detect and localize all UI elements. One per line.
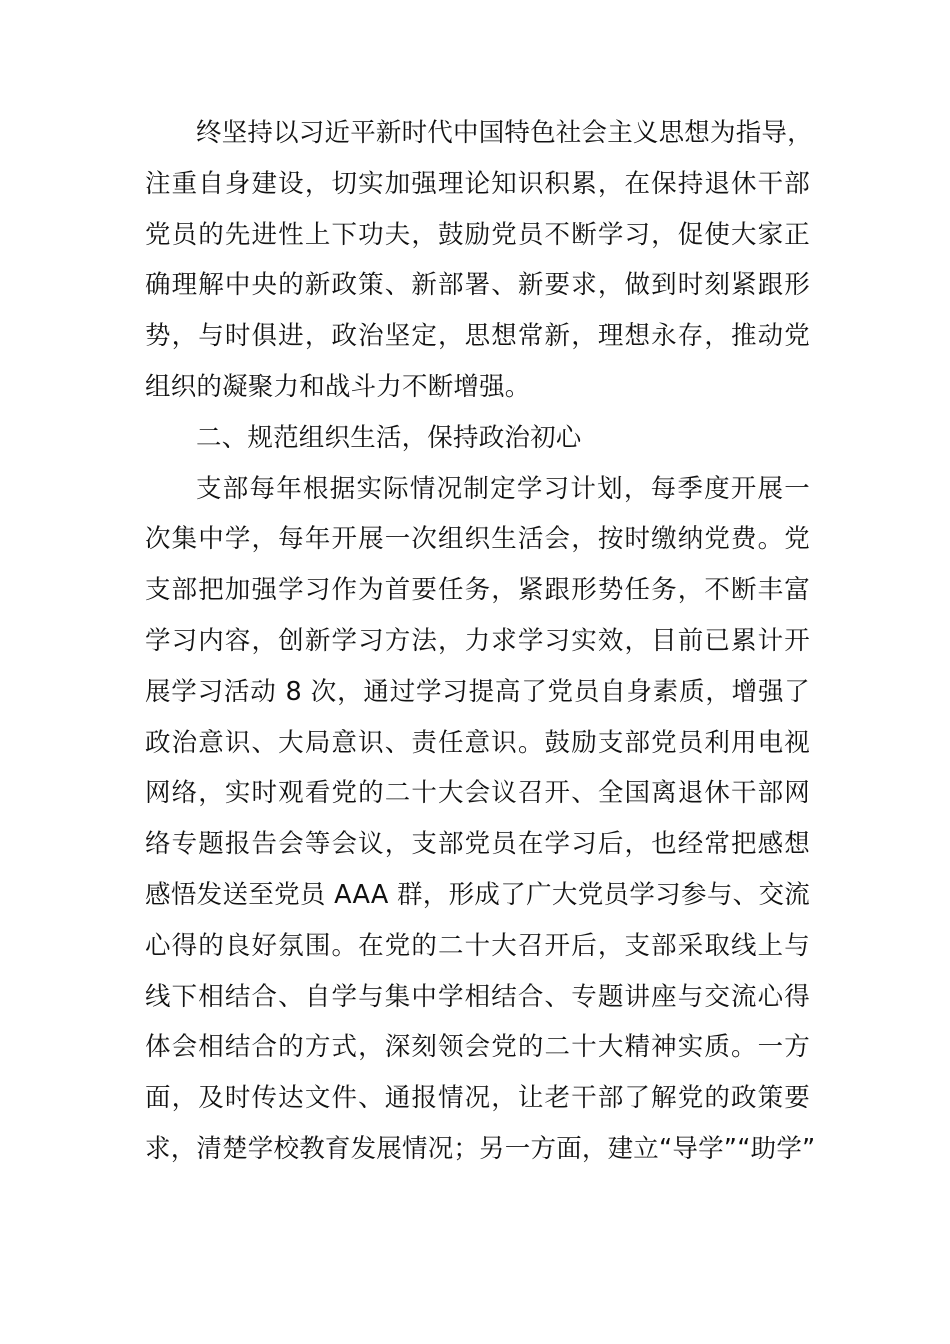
text-line: 网络，实时观看党的二十大会议召开、全国离退休干部网 [145,778,810,809]
text-line: 确理解中央的新政策、新部署、新要求，做到时刻紧跟形 [145,270,810,301]
section-heading-text: 二、规范组织生活，保持政治初心 [196,422,582,453]
text-line: 党员的先进性上下功夫，鼓励党员不断学习，促使大家正 [145,219,810,250]
text-line: 终坚持以习近平新时代中国特色社会主义思想为指导， [196,118,813,148]
text-line: 感悟发送至党员 AAA 群，形成了广大党员学习参与、交流 [145,879,810,910]
text-line: 组织的凝聚力和战斗力不断增强。 [145,371,531,402]
paragraph-body [145,464,816,1175]
text-line: 求，清楚学校教育发展情况；另一方面，建立“导学”“助学” [145,1133,816,1164]
text-line: 支部把加强学习作为首要任务，紧跟形势任务，不断丰富 [145,575,810,606]
paragraph-continuation [145,108,813,413]
section-heading [145,413,810,464]
text-line: 心得的良好氛围。在党的二十大召开后，支部采取线上与 [145,930,810,961]
text-line: 势，与时俱进，政治坚定，思想常新，理想永存，推动党 [145,321,810,352]
text-line: 络专题报告会等会议，支部党员在学习后，也经常把感想 [145,829,810,860]
text-line: 体会相结合的方式，深刻领会党的二十大精神实质。一方 [145,1032,810,1063]
text-line: 政治意识、大局意识、责任意识。鼓励支部党员利用电视 [145,727,810,758]
text-line: 展学习活动 8 次，通过学习提高了党员自身素质，增强了 [145,676,810,707]
text-line: 面，及时传达文件、通报情况，让老干部了解党的政策要 [145,1083,810,1114]
document-body [145,108,816,1175]
text-line: 线下相结合、自学与集中学相结合、专题讲座与交流心得 [145,981,810,1012]
text-line: 学习内容，创新学习方法，力求学习实效，目前已累计开 [145,625,810,656]
text-line: 支部每年根据实际情况制定学习计划，每季度开展一 [196,473,810,504]
text-line: 注重自身建设，切实加强理论知识积累，在保持退休干部 [145,168,810,199]
text-line: 次集中学，每年开展一次组织生活会，按时缴纳党费。党 [145,524,810,555]
